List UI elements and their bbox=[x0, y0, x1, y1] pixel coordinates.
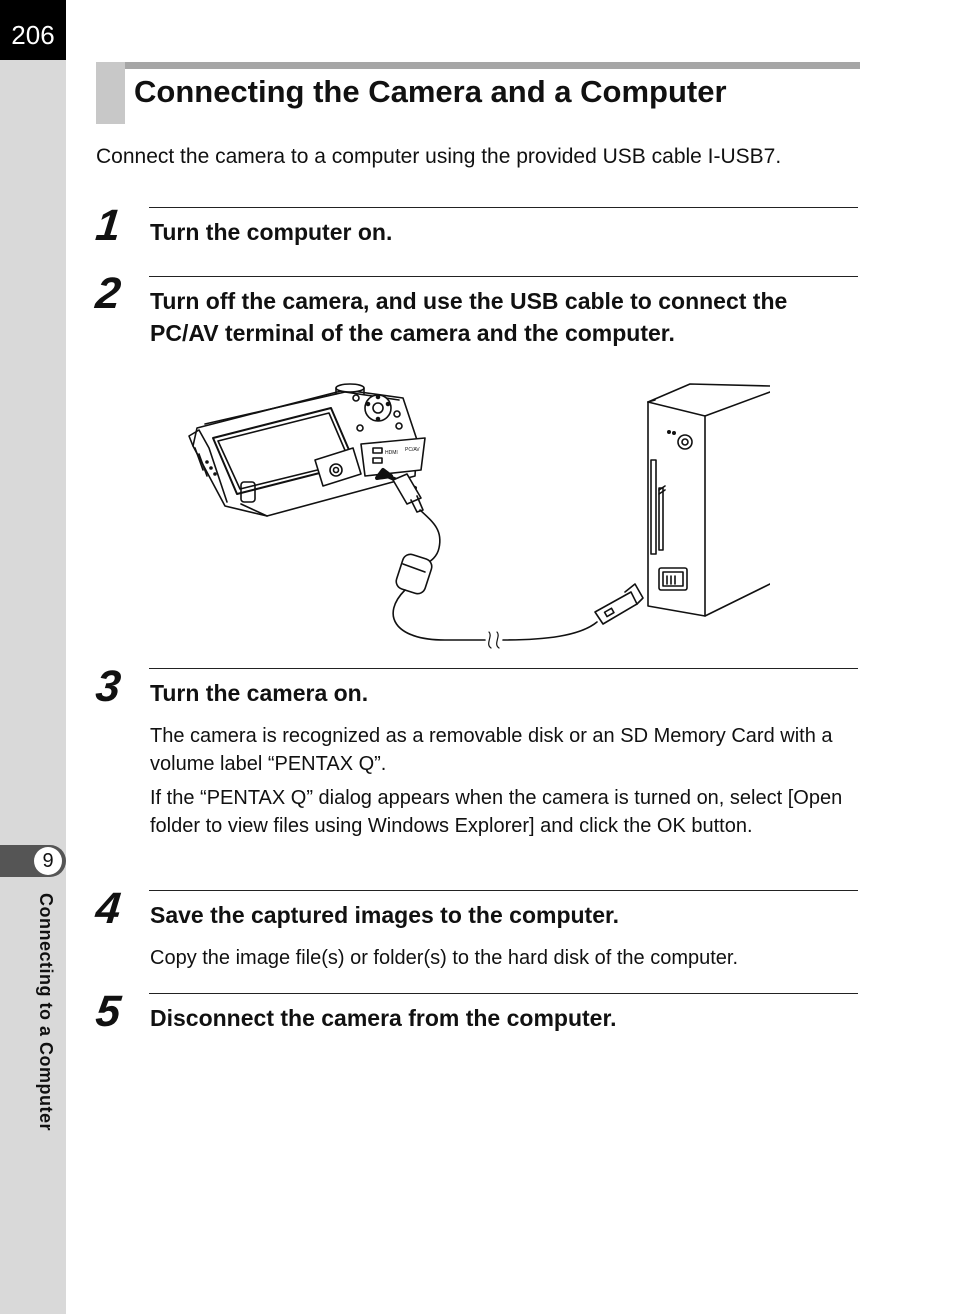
step-2-rule bbox=[149, 276, 858, 277]
usb-cable-end bbox=[503, 622, 597, 640]
step-4-body bbox=[150, 944, 862, 972]
step-4-rule bbox=[149, 890, 858, 891]
step-3-rule bbox=[149, 668, 858, 669]
usb-cable bbox=[393, 590, 485, 640]
chapter-title: Connecting to a Computer bbox=[36, 893, 56, 1131]
ferrite-core-icon bbox=[394, 552, 434, 596]
step-4-title: Save the captured images to the computer. bbox=[150, 902, 620, 928]
step-1-title: Turn the computer on. bbox=[150, 219, 393, 245]
step-3-number: 3 bbox=[93, 662, 124, 711]
step-2-title: Turn off the camera, and use the USB cable to connect the PC/AV terminal of the camera and the computer. bbox=[150, 288, 788, 346]
step-5-rule bbox=[149, 993, 858, 994]
chapter-number: 9 bbox=[34, 847, 62, 875]
step-5-title: Disconnect the camera from the computer. bbox=[150, 1005, 617, 1031]
step-3-body bbox=[150, 722, 858, 840]
title-accent-block bbox=[96, 62, 125, 124]
page-number: 206 bbox=[0, 0, 66, 60]
camera-icon bbox=[189, 384, 425, 516]
section-title: Connecting the Camera and a Computer bbox=[134, 74, 727, 109]
step-3-paragraph-1: The camera is recognized as a removable disk or an SD Memory Card with a volume label “PENTAX Q”. bbox=[150, 725, 833, 775]
section-intro: Connect the camera to a computer using the provided USB cable I-USB7. bbox=[96, 145, 782, 168]
step-3-paragraph-2: If the “PENTAX Q” dialog appears when the camera is turned on, select [Open folder to view files using Windows Explorer] and click the OK button. bbox=[150, 787, 843, 837]
pcav-label: PC/AV bbox=[405, 447, 420, 453]
step-2-number: 2 bbox=[93, 269, 124, 318]
camera-computer-illustration bbox=[185, 378, 770, 650]
step-4-number: 4 bbox=[93, 884, 124, 933]
step-1-number: 1 bbox=[93, 201, 124, 250]
hdmi-label: HDMI bbox=[385, 450, 398, 456]
side-bar bbox=[0, 0, 66, 1314]
title-bar-rule bbox=[96, 62, 860, 69]
usb-a-connector-icon bbox=[595, 584, 643, 624]
step-1-rule bbox=[149, 207, 858, 208]
step-3-title: Turn the camera on. bbox=[150, 680, 369, 706]
computer-icon bbox=[648, 384, 770, 616]
step-5-number: 5 bbox=[93, 987, 124, 1036]
step-4-paragraph-1: Copy the image file(s) or folder(s) to the hard disk of the computer. bbox=[150, 947, 739, 969]
